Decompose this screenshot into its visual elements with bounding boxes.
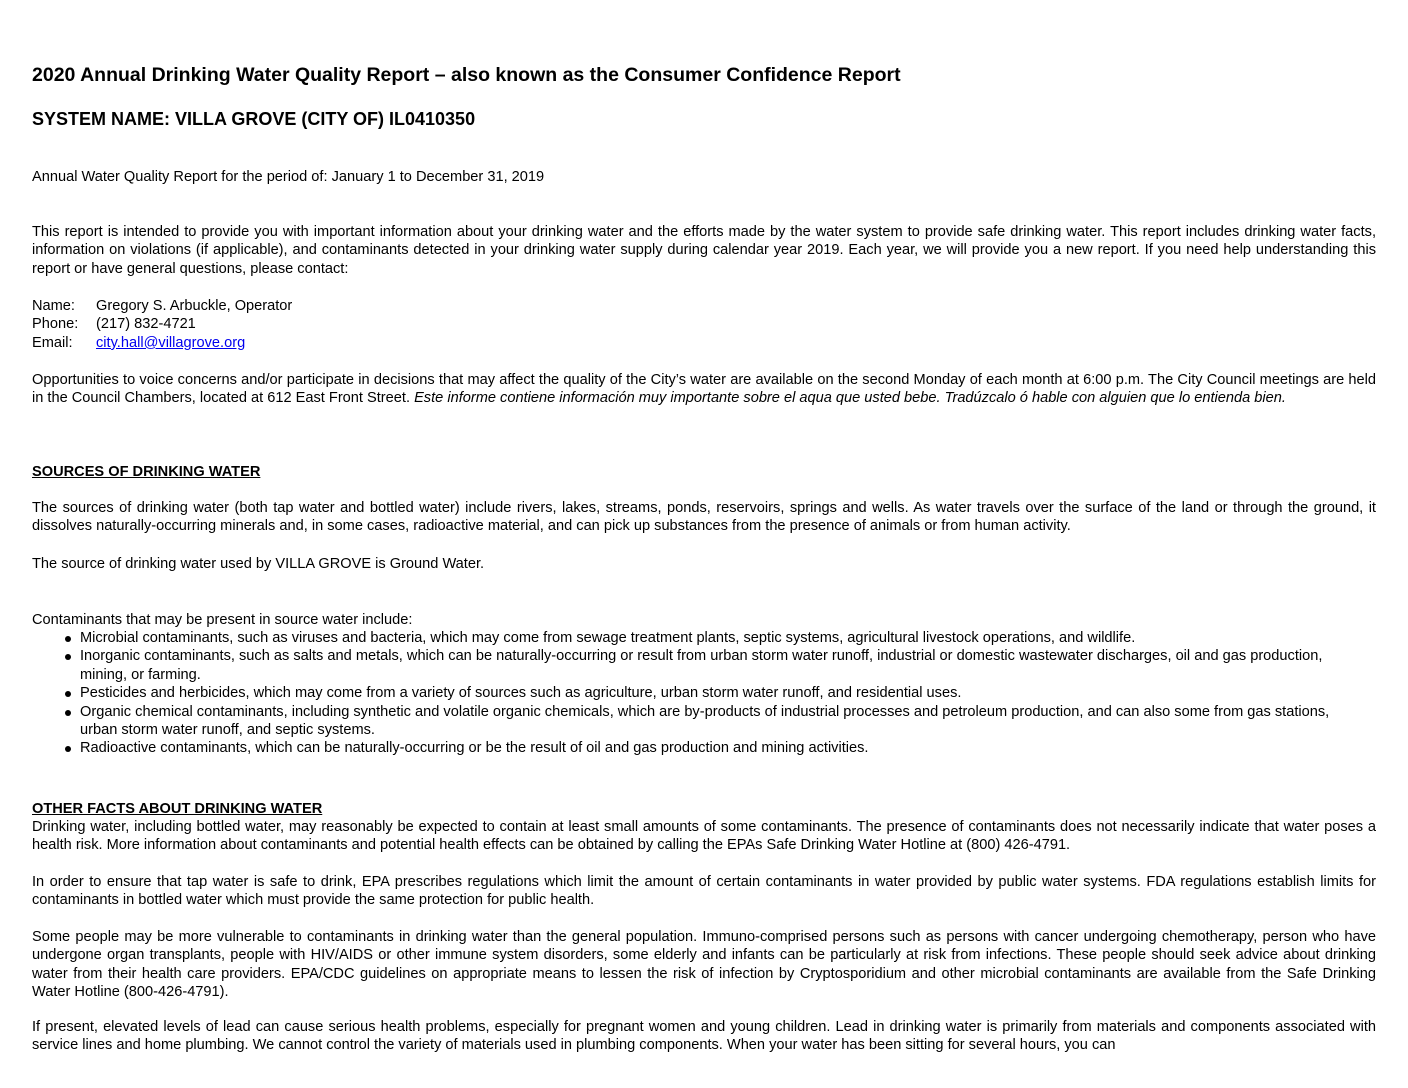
list-item <box>32 703 1330 740</box>
other-facts-heading: OTHER FACTS ABOUT DRINKING WATER <box>32 801 323 817</box>
contact-name-value: Gregory S. Arbuckle, Operator <box>96 298 293 314</box>
contact-name-row <box>32 297 1376 315</box>
contact-email-label: Email: <box>32 334 73 351</box>
other-facts-paragraph-4: If present, elevated levels of lead can cause serious health problems, especially for pregnant women and young children. Lead in drinking water is primarily from materials and components associated with service lines and home plumbing. We cannot control the variety of materials used in plumbing components. When your water has been sitting for several hours, you can <box>32 1019 1376 1054</box>
list-item <box>32 739 1330 757</box>
list-item <box>32 647 1330 684</box>
list-item <box>32 684 1330 702</box>
system-name: SYSTEM NAME: VILLA GROVE (CITY OF) IL0410350 <box>32 109 476 129</box>
other-facts-paragraph-2: In order to ensure that tap water is safe to drink, EPA prescribes regulations which limit the amount of certain contaminants in water provided by public water systems. FDA regulations establish limits for contaminants in bottled water which must provide the same protection for public health. <box>32 874 1376 909</box>
contact-phone-value: (217) 832-4721 <box>96 316 196 333</box>
sources-paragraph-1: The sources of drinking water (both tap water and bottled water) include rivers, lakes, streams, ponds, reservoirs, springs and wells. As water travels over the surface of the land or through the ground, it dissolves naturally-occurring minerals and, in some cases, radioactive material, and can pick up substances from the presence of animals or from human activity. <box>32 500 1376 535</box>
report-title: 2020 Annual Drinking Water Quality Report – also known as the Consumer Confidence Report <box>32 64 901 86</box>
intro-paragraph: This report is intended to provide you with important information about your drinking water and the efforts made by the water system to provide safe drinking water. This report includes drinking water facts, information on violations (if applicable), and contaminants detected in your drinking water supply during calendar year 2019. Each year, we will provide you a new report. If you need help understanding this report or have general questions, please contact: <box>32 224 1376 277</box>
spanish-notice: Este informe contiene información muy importante sobre el aqua que usted bebe. Tradúzcalo ó hable con alguien que lo entienda bien. <box>414 390 1286 407</box>
contact-email-link[interactable]: city.hall@villagrove.org <box>96 334 246 351</box>
contact-email-row <box>32 334 1376 352</box>
list-item-text: Inorganic contaminants, such as salts and metals, which can be naturally-occurring or result from urban storm water runoff, industrial or domestic wastewater discharges, oil and gas production, mining, or farming. <box>80 648 1323 683</box>
list-item-text: Pesticides and herbicides, which may come from a variety of sources such as agriculture, urban storm water runoff, and residential uses. <box>80 685 962 702</box>
list-item-text: Organic chemical contaminants, including synthetic and volatile organic chemicals, which are by-products of industrial processes and petroleum production, and can also some from gas stations, urban storm water runoff, and septic systems. <box>80 703 1330 739</box>
contact-phone-label: Phone: <box>32 316 79 333</box>
sources-paragraph-2: The source of drinking water used by VILLA GROVE is Ground Water. <box>32 556 485 572</box>
opportunities-paragraph <box>32 371 1376 408</box>
contaminants-list <box>32 629 1376 758</box>
contaminants-intro: Contaminants that may be present in source water include: <box>32 612 413 628</box>
list-item <box>32 629 1330 647</box>
contact-name-label: Name: <box>32 298 75 314</box>
list-item-text: Microbial contaminants, such as viruses and bacteria, which may come from sewage treatment plants, septic systems, agricultural livestock operations, and wildlife. <box>80 630 1136 646</box>
report-period: Annual Water Quality Report for the period of: January 1 to December 31, 2019 <box>32 169 545 185</box>
sources-heading: SOURCES OF DRINKING WATER <box>32 464 261 480</box>
contact-phone-row <box>32 315 1376 333</box>
contact-block <box>32 297 1376 352</box>
opportunities-text: Opportunities to voice concerns and/or participate in decisions that may affect the quality of the City’s water are available on the second Monday of each month at 6:00 p.m. The City Council meetings are held in the Council Chambers, located at 612 East Front Street. <box>32 372 1376 407</box>
list-item-text: Radioactive contaminants, which can be naturally-occurring or be the result of oil and gas production and mining activities. <box>80 740 869 757</box>
other-facts-paragraph-3: Some people may be more vulnerable to contaminants in drinking water than the general population. Immuno-comprised persons such as persons with cancer undergoing chemotherapy, person who have undergone organ transplants, people with HIV/AIDS or other immune system disorders, some elderly and infants can be particularly at risk from infections. These people should seek advice about drinking water from their health care providers. EPA/CDC guidelines on appropriate means to lessen the risk of infection by Cryptosporidium and other microbial contaminants are available from the Safe Drinking Water Hotline (800-426-4791). <box>32 929 1376 1001</box>
other-facts-paragraph-1: Drinking water, including bottled water, may reasonably be expected to contain at least small amounts of some contaminants. The presence of contaminants does not necessarily indicate that water poses a health risk. More information about contaminants and potential health effects can be obtained by calling the EPAs Safe Drinking Water Hotline at (800) 426-4791. <box>32 819 1376 854</box>
